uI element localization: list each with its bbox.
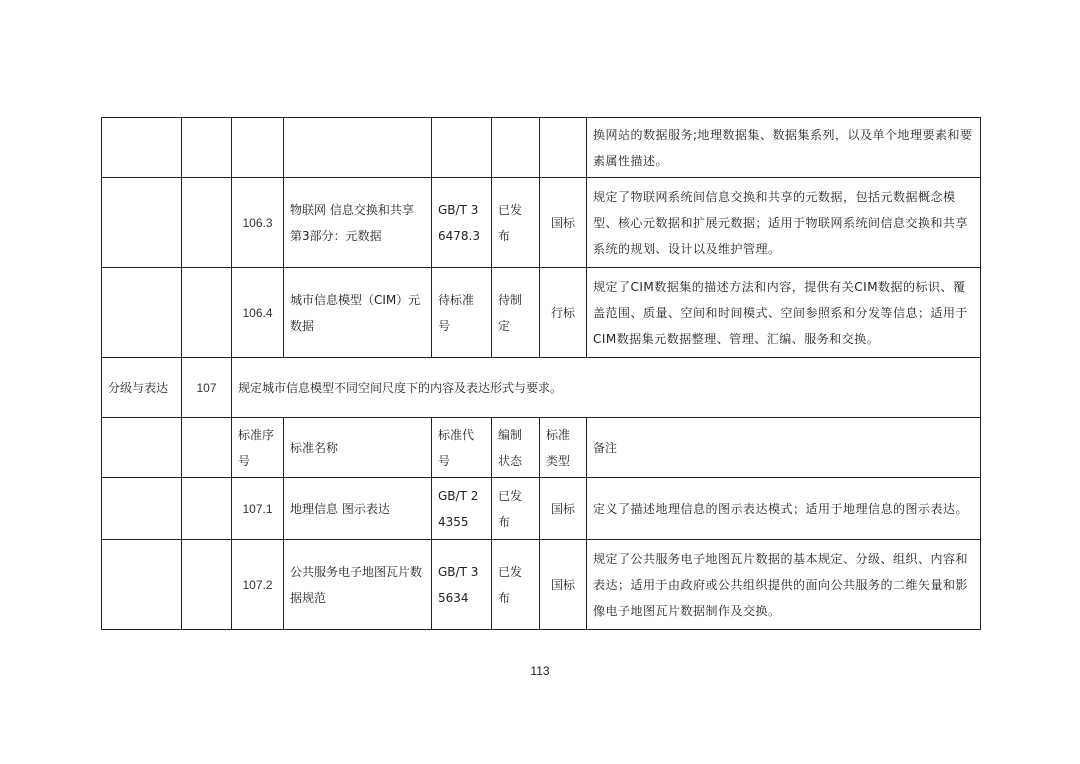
section-description: 规定城市信息模型不同空间尺度下的内容及表达形式与要求。 <box>232 358 981 418</box>
seq-cell: 106.3 <box>232 178 284 268</box>
seq-cell <box>232 118 284 178</box>
status-cell: 已发布 <box>492 178 540 268</box>
header-status: 编制状态 <box>492 418 540 478</box>
section-code: 107 <box>182 358 232 418</box>
code-cell <box>182 540 232 630</box>
table-row <box>102 268 981 358</box>
note-cell: 规定了公共服务电子地图瓦片数据的基本规定、分级、组织、内容和表达；适用于由政府或公共组织提供的面向公共服务的二维矢量和影像电子地图瓦片数据制作及交换。 <box>587 540 981 630</box>
name-cell: 公共服务电子地图瓦片数据规范 <box>284 540 432 630</box>
name-cell: 物联网 信息交换和共享 第3部分：元数据 <box>284 178 432 268</box>
note-cell: 定义了描述地理信息的图示表达模式；适用于地理信息的图示表达。 <box>587 478 981 540</box>
category-cell <box>102 268 182 358</box>
seq-cell: 107.1 <box>232 478 284 540</box>
name-cell: 城市信息模型（CIM）元数据 <box>284 268 432 358</box>
code-cell <box>182 268 232 358</box>
header-code: 标准代号 <box>432 418 492 478</box>
std-code-cell <box>432 118 492 178</box>
name-cell <box>284 118 432 178</box>
header-name: 标准名称 <box>284 418 432 478</box>
type-cell: 国标 <box>540 478 587 540</box>
code-cell <box>182 118 232 178</box>
type-cell: 行标 <box>540 268 587 358</box>
status-cell <box>492 118 540 178</box>
header-note: 备注 <box>587 418 981 478</box>
std-code-cell: GB/T 35634 <box>432 540 492 630</box>
note-cell: 规定了CIM数据集的描述方法和内容，提供有关CIM数据的标识、覆盖范围、质量、空间和时间模式、空间参照系和分发等信息；适用于CIM数据集元数据整理、管理、汇编、服务和交换。 <box>587 268 981 358</box>
category-cell <box>102 178 182 268</box>
type-cell <box>540 118 587 178</box>
table-row <box>102 178 981 268</box>
code-cell <box>182 178 232 268</box>
header-seq: 标准序号 <box>232 418 284 478</box>
category-cell <box>102 118 182 178</box>
status-cell: 已发布 <box>492 540 540 630</box>
table-row <box>102 478 981 540</box>
category-cell <box>102 540 182 630</box>
page-number: 113 <box>530 664 550 678</box>
code-cell <box>182 418 232 478</box>
status-cell: 待制定 <box>492 268 540 358</box>
header-type: 标准类型 <box>540 418 587 478</box>
header-row <box>102 418 981 478</box>
section-label: 分级与表达 <box>102 358 182 418</box>
status-cell: 已发布 <box>492 478 540 540</box>
category-cell <box>102 418 182 478</box>
code-cell <box>182 478 232 540</box>
standards-table <box>101 117 981 630</box>
seq-cell: 107.2 <box>232 540 284 630</box>
note-cell: 换网站的数据服务;地理数据集、数据集系列，以及单个地理要素和要素属性描述。 <box>587 118 981 178</box>
type-cell: 国标 <box>540 178 587 268</box>
table-row <box>102 540 981 630</box>
note-cell: 规定了物联网系统间信息交换和共享的元数据，包括元数据概念模型、核心元数据和扩展元数据；适用于物联网系统间信息交换和共享系统的规划、设计以及维护管理。 <box>587 178 981 268</box>
std-code-cell: GB/T 24355 <box>432 478 492 540</box>
category-cell <box>102 478 182 540</box>
std-code-cell: 待标准号 <box>432 268 492 358</box>
section-row <box>102 358 981 418</box>
std-code-cell: GB/T 36478.3 <box>432 178 492 268</box>
name-cell: 地理信息 图示表达 <box>284 478 432 540</box>
seq-cell: 106.4 <box>232 268 284 358</box>
type-cell: 国标 <box>540 540 587 630</box>
table-row <box>102 118 981 178</box>
